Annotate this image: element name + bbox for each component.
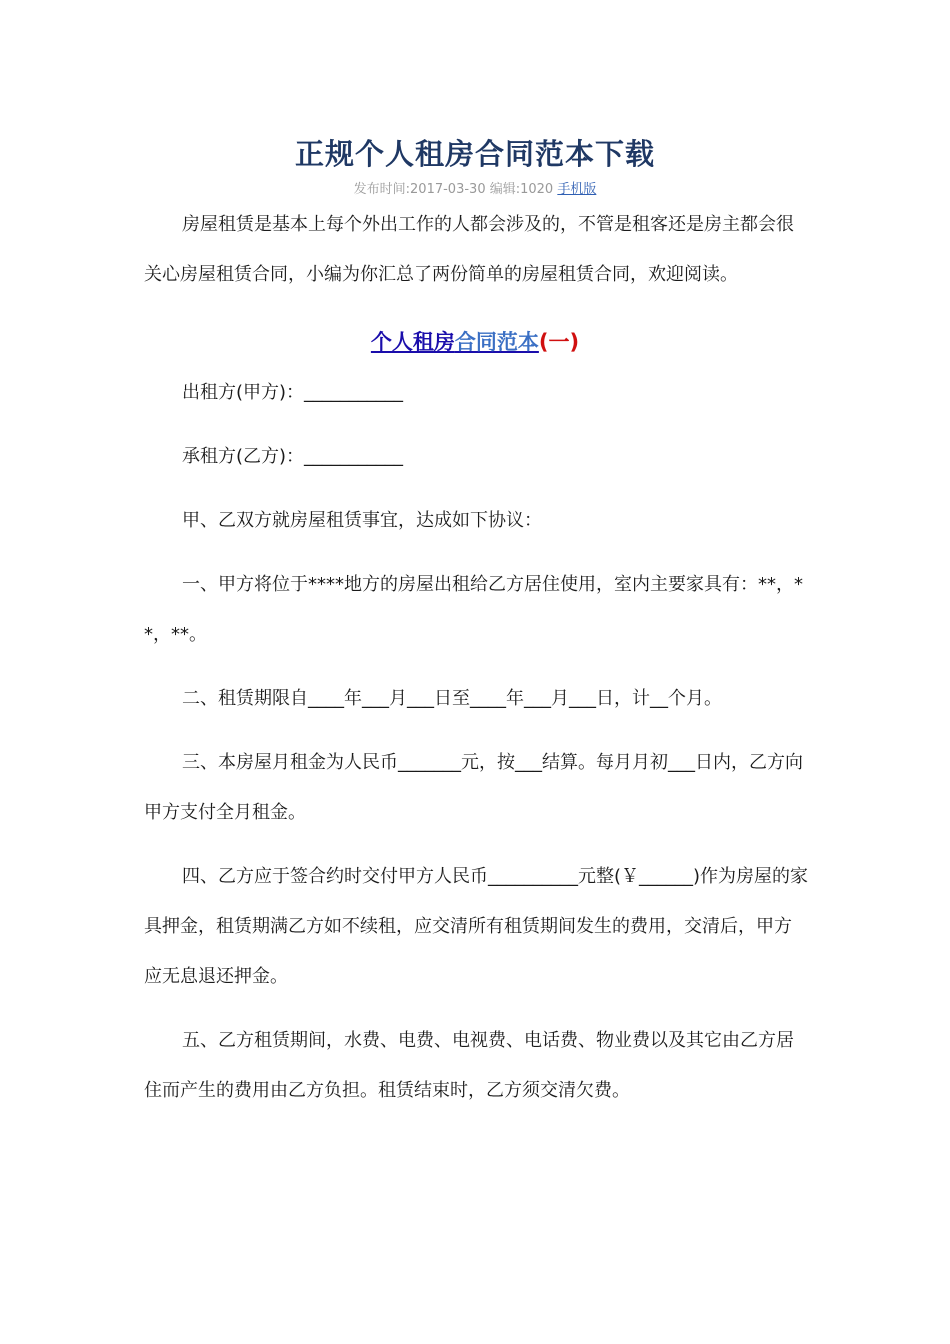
publish-info: 发布时间:2017-03-30 编辑:1020 (353, 182, 558, 197)
clause-4: 四、乙方应于签合约时交付甲方人民币__________元整(￥______)作为房屋的家具押金，租赁期满乙方如不续租，应交清所有租赁期间发生的费用，交清后，甲方应无息退还押金。 (144, 866, 809, 987)
section-heading-link[interactable] (371, 330, 539, 354)
clause-3: 三、本房屋月租金为人民币_______元，按___结算。每月月初___日内，乙方向甲方支付全月租金。 (144, 752, 803, 823)
lessee-line: 承租方(乙方)：___________ (182, 446, 404, 467)
document-title: 正规个人租房合同范本下载 (294, 137, 655, 171)
mobile-version-link[interactable]: 手机版 (557, 182, 597, 197)
clause-1: 一、甲方将位于****地方的房屋出租给乙方居住使用，室内主要家具有：**，**，**。 (144, 574, 803, 645)
clause-5: 五、乙方租赁期间，水费、电费、电视费、电话费、物业费以及其它由乙方居住而产生的费用由乙方负担。租赁结束时，乙方须交清欠费。 (144, 1030, 794, 1101)
section-heading-link-part1: 个人租房 (370, 330, 455, 354)
section-heading-number: (一) (538, 330, 580, 354)
publish-meta (0, 178, 950, 197)
lessor-line: 出租方(甲方)：___________ (182, 382, 404, 403)
intro-paragraph: 房屋租赁是基本上每个外出工作的人都会涉及的，不管是租客还是房主都会很关心房屋租赁合同，小编为你汇总了两份简单的房屋租赁合同，欢迎阅读。 (144, 214, 794, 285)
section-heading (0, 326, 950, 356)
section-heading-link-part2: 合同范本 (454, 330, 539, 354)
clause-2: 二、租赁期限自____年___月___日至____年___月___日，计__个月。 (182, 688, 722, 709)
agreement-line: 甲、乙双方就房屋租赁事宜，达成如下协议： (182, 510, 542, 531)
